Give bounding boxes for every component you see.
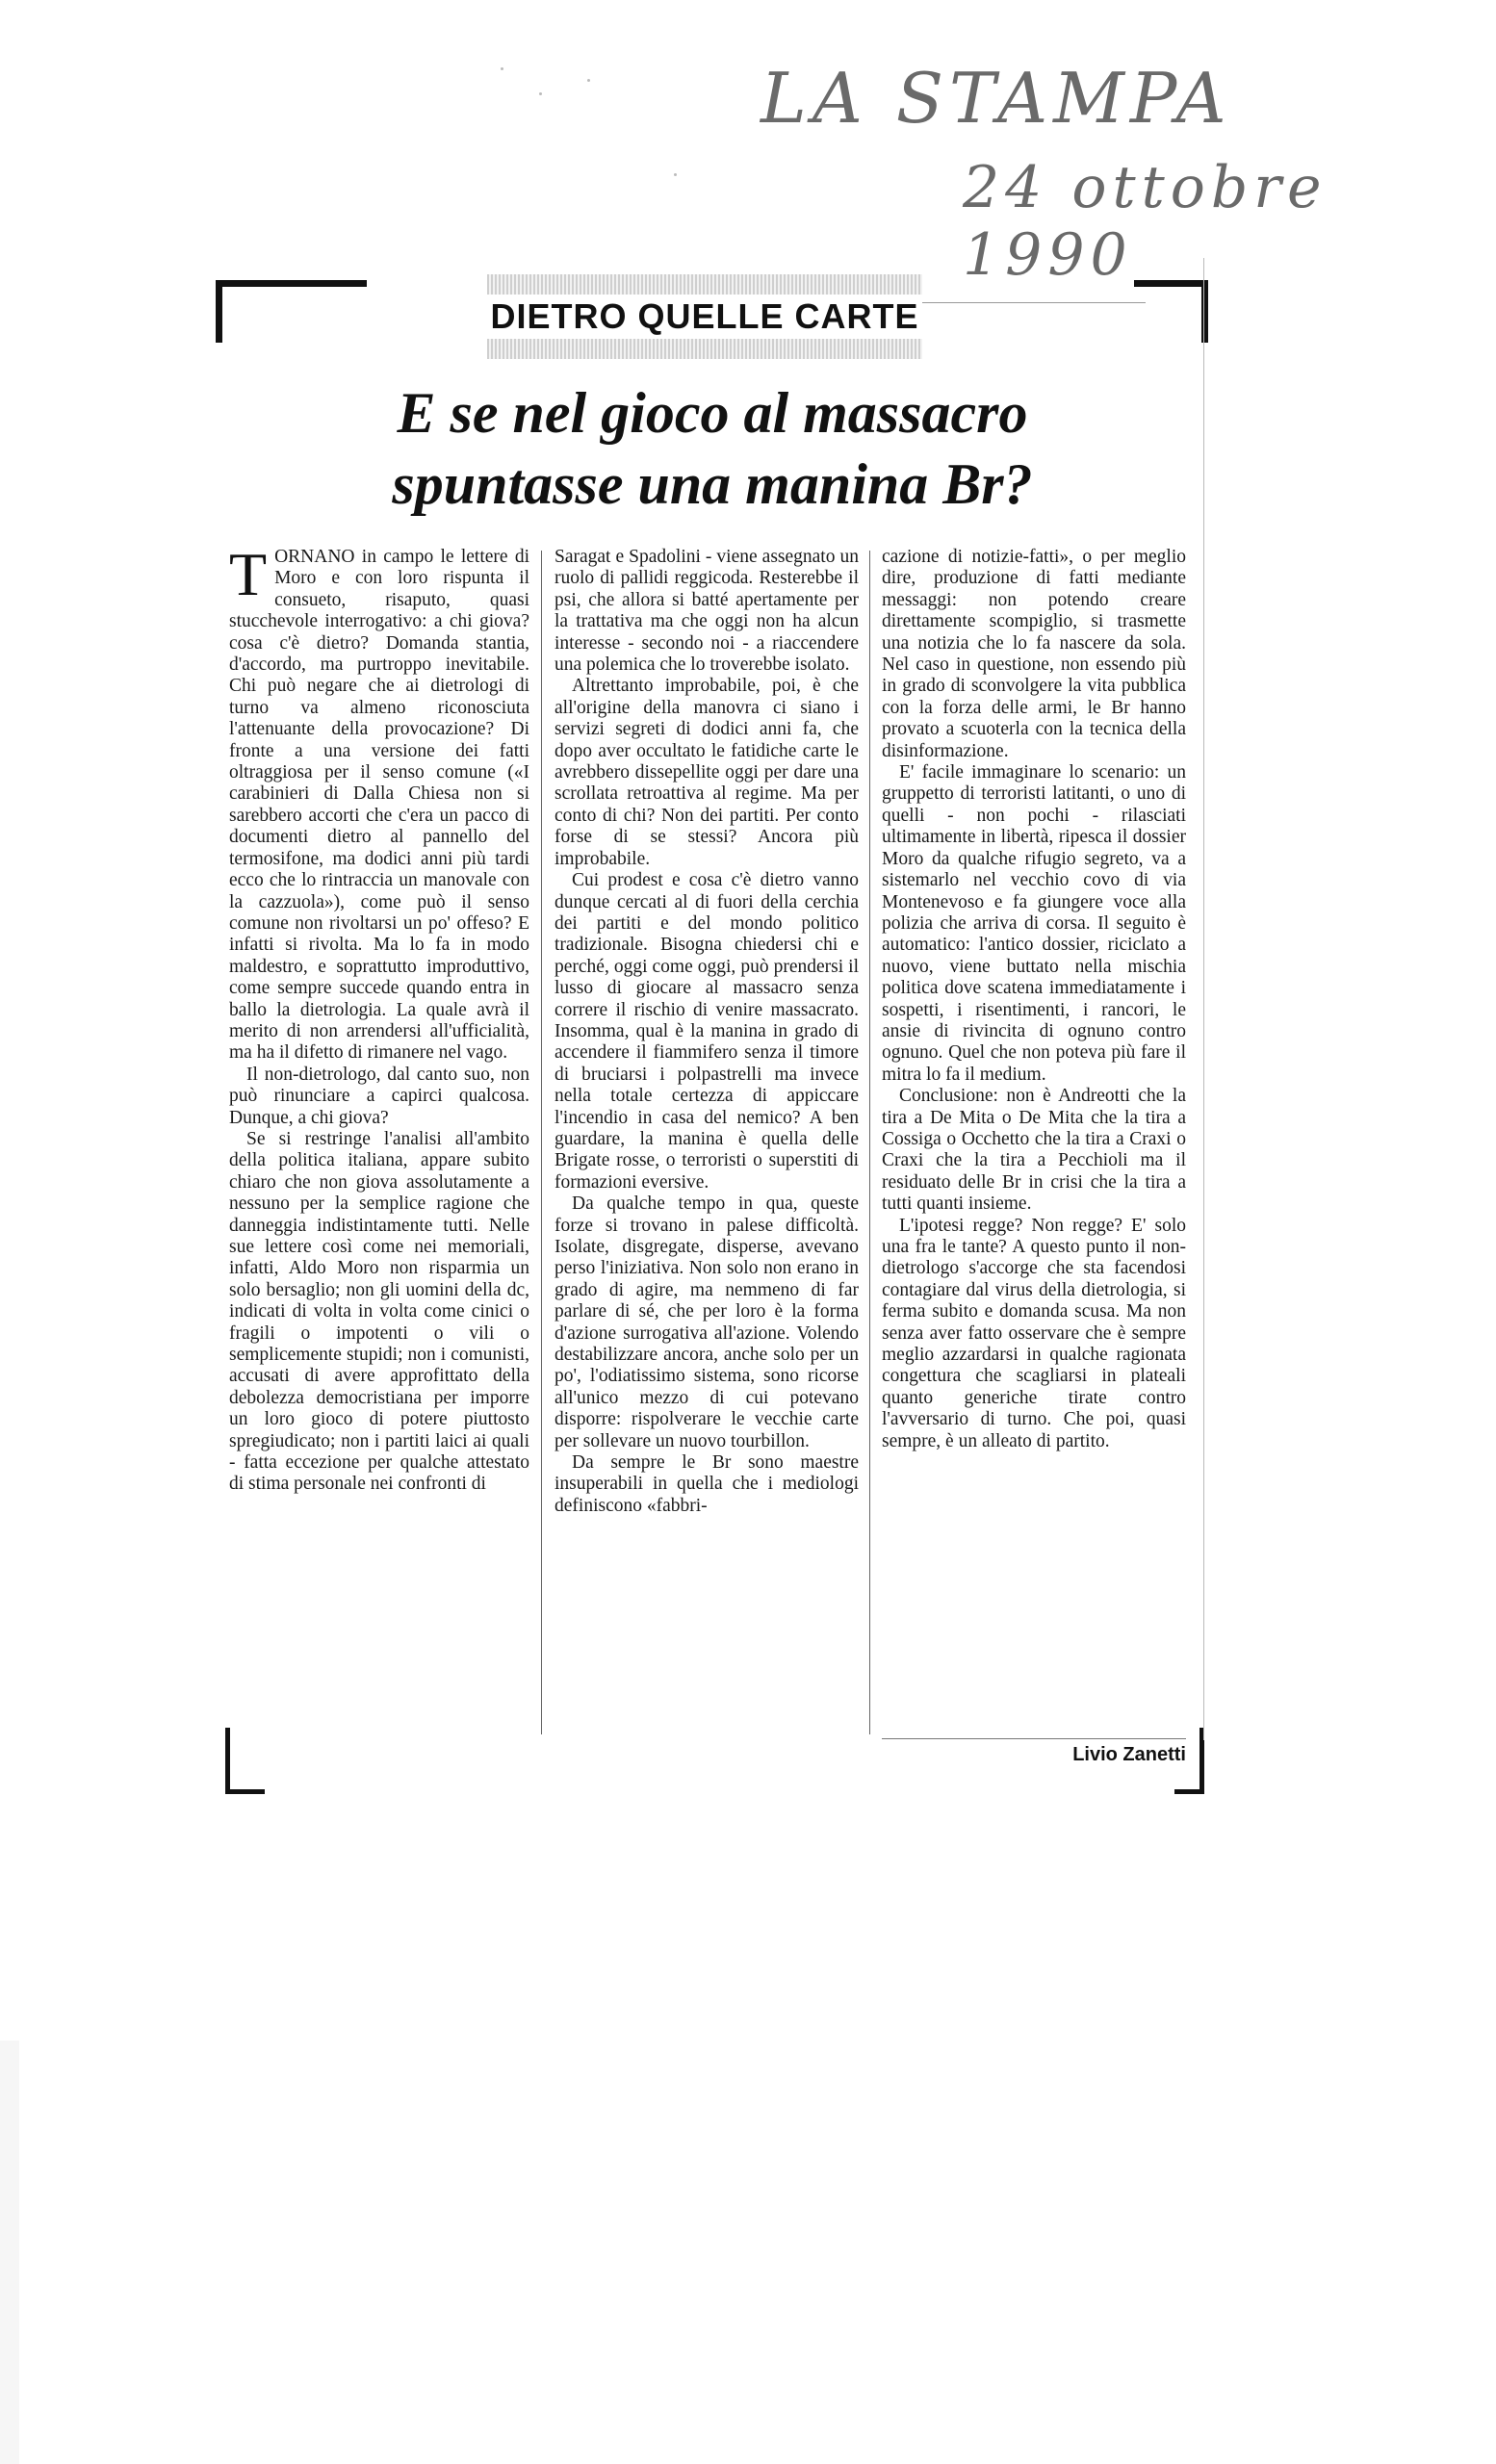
paragraph: E' facile immaginare lo scenario: un gruppetto di terroristi latitanti, o uno di quelli - non pochi - rilasciati ultimamente in libertà, ripesca il dossier Moro da qualche rifugio segreto, va a sistemarlo nel vecchio covo di via Montenevoso e fa giungere voce alla polizia che arriva di corsa. Il seguito è automatico: l'antico dossier, riciclato a nuovo, viene buttato nella mischia politica dove scatena immediatamente i sospetti, i risentimenti, i rancori, le ansie di rivincita di ognuno contro ognuno. Quel che non poteva più fare il mitra lo fa il medium. — [882, 762, 1186, 1085]
paragraph: L'ipotesi regge? Non regge? E' solo una fra le tante? A questo punto il non-dietrologo s'accorge che sta facendosi contagiare dal virus della dietrologia, si ferma subito e domanda scusa. Ma non senza aver fatto osservare che è sempre meglio azzardarsi in qualche ragionata congettura che scagliarsi in plateali quanto generiche tirate contro l'avversario di turno. Che poi, quasi sempre, è un alleato di partito. — [882, 1215, 1186, 1451]
paragraph: Da sempre le Br sono maestre insuperabili in quella che i mediologi definiscono «fabbri- — [555, 1452, 859, 1516]
scan-edge-shade — [0, 2040, 19, 2464]
paragraph: Altrettanto improbabile, poi, è che all'origine della manovra ci siano i servizi segreti di dodici anni fa, che dopo aver occultato le fatidiche carte le avrebbero dissepellite oggi per dare una scrollata retroattiva al regime. Ma per conto di chi? Non dei partiti. Per conto forse di se stessi? Ancora più improbabile. — [555, 676, 859, 869]
paragraph: Conclusione: non è Andreotti che la tira a De Mita o De Mita che la tira a Cossiga o Occhetto che la tira a Craxi o Craxi che la tira a Pecchioli ma il residuato delle Br in crisi che la tira a tutti quanti insieme. — [882, 1086, 1186, 1215]
byline-rule — [882, 1738, 1186, 1739]
column-divider — [869, 551, 870, 1734]
paragraph: cazione di notizie-fatti», o per meglio dire, produzione di fatti mediante messaggi: non potendo creare direttamente scompiglio, si trasmette una notizia che lo fa nascere da sola. Nel caso in questione, non essendo più in grado di sconvolgere la vita pubblica con la forza delle armi, le Br hanno provato a scuoterla con la tecnica della disinformazione. — [882, 547, 1186, 761]
headline-line-1: E se nel gioco al massacro — [397, 381, 1028, 445]
byline: Livio Zanetti — [1072, 1744, 1186, 1765]
headline — [289, 377, 1136, 520]
corner-bracket-top-left — [216, 280, 367, 343]
corner-bracket-top-right — [1134, 280, 1208, 343]
scan-speck — [539, 92, 542, 95]
scan-speck — [587, 79, 590, 82]
article-column-3 — [882, 547, 1186, 1452]
right-margin-rule — [1203, 258, 1204, 1740]
top-rule — [915, 302, 1146, 303]
kicker: DIETRO QUELLE CARTE — [487, 295, 922, 339]
paragraph-text: ORNANO in campo le lettere di Moro e con loro rispunta il consueto, risaputo, quasi stucchevole interrogativo: a chi giova? cosa c'è dietro? Domanda stantia, d'accordo, ma purtroppo inevitabile. Chi può negare che ai dietrologi di turno va almeno riconosciuta l'attenuante della provocazione? Di fronte a una versione dei fatti oltraggiosa per il senso comune («I carabinieri di Dalla Chiesa non si sarebbero accorti che c'era un pacco di documenti dietro al pannello del termosifone, ma dodici anni più tardi ecco che lo rintraccia un manovale con la cazzuola»), come può il senso comune non rivoltarsi un po' offeso? E infatti si rivolta. Ma lo fa in modo maldestro, e soprattutto improduttivo, come sempre succede quando entra in ballo la dietrologia. La quale avrà il merito di non arrendersi all'ufficialità, ma ha il difetto di rimanere nel vago. — [229, 547, 529, 1064]
paragraph: Saragat e Spadolini - viene assegnato un ruolo di pallidi reggicoda. Resterebbe il psi, che allora si batté apertamente per la trattativa ma che oggi non ha alcun interesse - secondo noi - a riaccendere una polemica che lo troverebbe isolato. — [555, 547, 859, 676]
article-column-1 — [229, 540, 529, 1496]
handwritten-newspaper-name: LA STAMPA — [761, 58, 1232, 139]
paragraph: Cui prodest e cosa c'è dietro vanno dunque cercati al di fuori della cerchia dei partiti e del mondo politico tradizionale. Bisogna chiedersi chi e perché, oggi come oggi, può prendersi il lusso di giocare al massacro senza correre il rischio di venire massacrato. Insomma, qual è la manina in grado di accendere il fiammifero senza il timore di bruciarsi i polpastrelli ma invece nella totale certezza di appiccare l'incendio in casa del nemico? A ben guardare, la manina è quella delle Brigate rosse, o terroristi o superstiti di formazioni eversive. — [555, 870, 859, 1193]
corner-bracket-bottom-left — [225, 1728, 265, 1794]
paragraph: Se si restringe l'analisi all'ambito della politica italiana, appare subito chiaro che non giova assolutamente a nessuno per la semplice ragione che danneggia indistintamente tutti. Nelle sue lettere così come nei memoriali, infatti, Aldo Moro non risparmia un solo bersaglio; non gli uomini della dc, indicati di volta in volta come cinici o fragili o impotenti o vili o semplicemente stupidi; non i comunisti, accusati di avere approfittato della debolezza democristiana per imporre un loro gioco di potere piuttosto spregiudicato; non i partiti laici ai quali - fatta eccezione per qualche attestato di stima personale nei confronti di — [229, 1128, 529, 1495]
article-column-2 — [555, 547, 859, 1517]
paragraph: Da qualche tempo in qua, queste forze si trovano in palese difficoltà. Isolate, disgregate, disperse, avevano perso l'iniziativa. Non solo non erano in grado di agire, ma nemmeno di far parlare di sé, che per loro è la forma d'azione surrogativa all'azione. Volendo destabilizzare ancora, anche solo per un po', l'odiatissimo sistema, sono ricorse all'unico mezzo di cui potevano disporre: rispolverare le vecchie carte per sollevare un nuovo tourbillon. — [555, 1194, 859, 1451]
handwritten-date: 24 ottobre 1990 — [963, 154, 1328, 289]
scan-speck — [501, 67, 503, 70]
headline-line-2: spuntasse una manina Br? — [392, 452, 1033, 516]
scan-speck — [674, 173, 677, 176]
drop-cap: T — [229, 540, 268, 608]
paragraph: Il non-dietrologo, dal canto suo, non può rinunciare a capirci qualcosa. Dunque, a chi giova? — [229, 1064, 529, 1128]
column-divider — [541, 551, 542, 1734]
paragraph — [229, 540, 529, 1065]
